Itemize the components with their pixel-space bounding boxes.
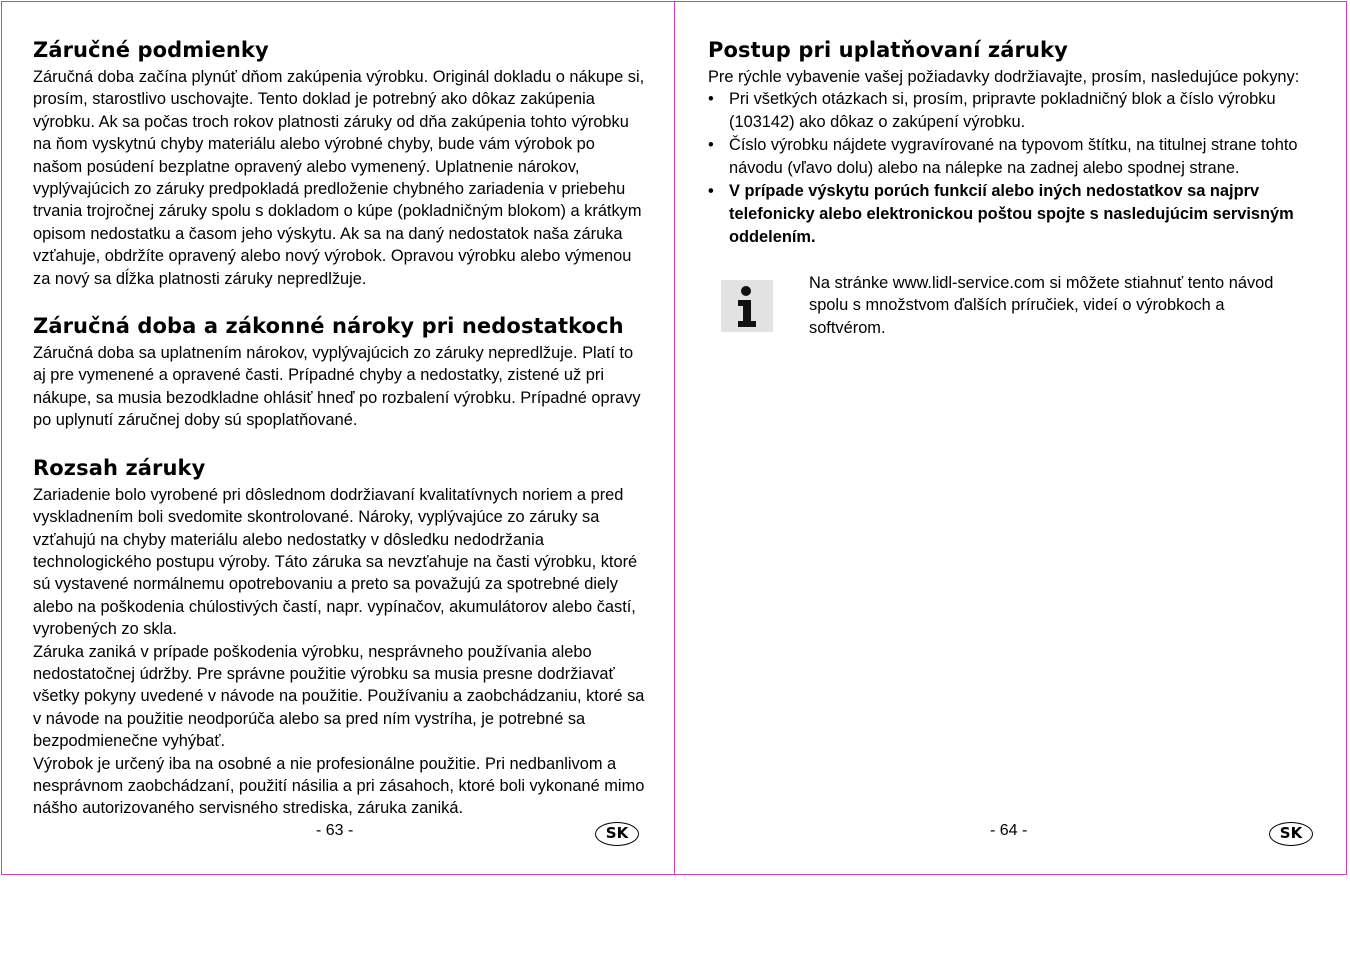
list-item: • Číslo výrobku nájdete vygravírované na typovom štítku, na titulnej strane tohto návodu (vľavo dolu) alebo na nálepke na zadnej alebo spodnej strane. xyxy=(708,134,1323,180)
right-page xyxy=(708,36,1323,249)
paragraph: Záruka zaniká v prípade poškodenia výrobku, nesprávneho používania alebo nedostatočnej údržby. Pre správne použitie výrobku sa musia presne dodržiavať všetky pokyny uvedené v návode na použitie. Používaniu a zaobchádzaniu, ktoré sa v návode na použitie neodporúča alebo sa pred ním vystríha, je potrebné sa bezpodmienečne vyhýbať. xyxy=(33,642,645,751)
language-badge-left: SK xyxy=(595,822,639,846)
heading-warranty-conditions: Záručné podmienky xyxy=(33,38,269,62)
heading-claim-procedure: Postup pri uplatňovaní záruky xyxy=(708,38,1068,62)
instruction-list xyxy=(708,88,1323,249)
language-badge-right: SK xyxy=(1269,822,1313,846)
list-item: • Pri všetkých otázkach si, prosím, pripravte pokladničný blok a číslo výrobku (103142) ako dôkaz o zakúpení výrobku. xyxy=(708,88,1323,134)
heading-warranty-period: Záručná doba a zákonné nároky pri nedostatkoch xyxy=(33,314,624,339)
heading-warranty-scope: Rozsah záruky xyxy=(33,455,206,480)
page-number-left: - 63 - xyxy=(316,822,354,839)
paragraph: Záručná doba sa uplatnením nárokov, vyplývajúcich zo záruky nepredlžuje. Platí to aj pre vymenené a opravené časti. Prípadné chyby a nedostatky, zistené už pri nákupe, sa musia bezodkladne ohlásiť hneď po rozbalení výrobku. Prípadné opravy po uplynutí záručnej doby sú spoplatňované. xyxy=(33,344,641,430)
paragraph: Záručná doba začína plynúť dňom zakúpenia výrobku. Originál dokladu o nákupe si, prosím, starostlivo uschovajte. Tento doklad je potrebný ako dôkaz zakúpenia výrobku. Ak sa počas troch rokov platnosti záruky od dňa zakúpenia tohto výrobku na ňom vyskytnú chyby materiálu alebo výrobné chyby, bude vám výrobok po našom posúdení bezplatne opravený alebo vymenený. Uplatnenie nárokov, vyplývajúcich zo záruky predpokladá predloženie chybného zariadenia v priebehu trvania trojročnej záruky spolu s dokladom o kúpe (pokladničným blokom) a krátkym opisom nedostatku a časom jeho výskytu. Ak sa na daný nedostatok naša záruka vzťahuje, obdržíte opravený alebo nový výrobok. Opravou výrobku alebo výmenou za nový sa dĺžka platnosti záruky nepredlžuje. xyxy=(33,68,645,288)
info-icon xyxy=(721,280,773,332)
list-item: • V prípade výskytu porúch funkcií alebo iných nedostatkov sa najprv telefonicky alebo elektronickou poštou spojte s nasledujúcim servisným oddelením. xyxy=(708,180,1323,249)
page-number-right: - 64 - xyxy=(990,822,1028,839)
paragraph: Výrobok je určený iba na osobné a nie profesionálne použitie. Pri nedbanlivom a nesprávnom zaobchádzaní, použití násilia a pri zásahoch, ktoré boli vykonané mimo nášho autorizovaného servisného strediska, záruka zaniká. xyxy=(33,754,645,818)
left-page xyxy=(33,36,645,820)
paragraph: Zariadenie bolo vyrobené pri dôslednom dodržiavaní kvalitatívnych noriem a pred vyskladnením boli svedomite skontrolované. Nároky, vyplývajúce zo záruky sa vzťahujú na chyby materiálu alebo nedostatky v dôsledku nedodržania technologického postupu výroby. Táto záruka sa nevzťahuje na časti výrobku, ktoré sú vystavené normálnemu opotrebovaniu a preto sa považujú za spotrebné diely alebo na poškodenia chúlostivých častí, napr. vypínačov, akumulátorov alebo častí, vyrobených zo skla. xyxy=(33,485,638,639)
page-divider xyxy=(674,1,675,875)
intro-text: Pre rýchle vybavenie vašej požiadavky dodržiavajte, prosím, nasledujúce pokyny: xyxy=(708,68,1300,86)
info-note: Na stránke www.lidl-service.com si môžete stiahnuť tento návod spolu s množstvom ďalších príručiek, videí o výrobkoch a softvérom. xyxy=(809,274,1274,337)
